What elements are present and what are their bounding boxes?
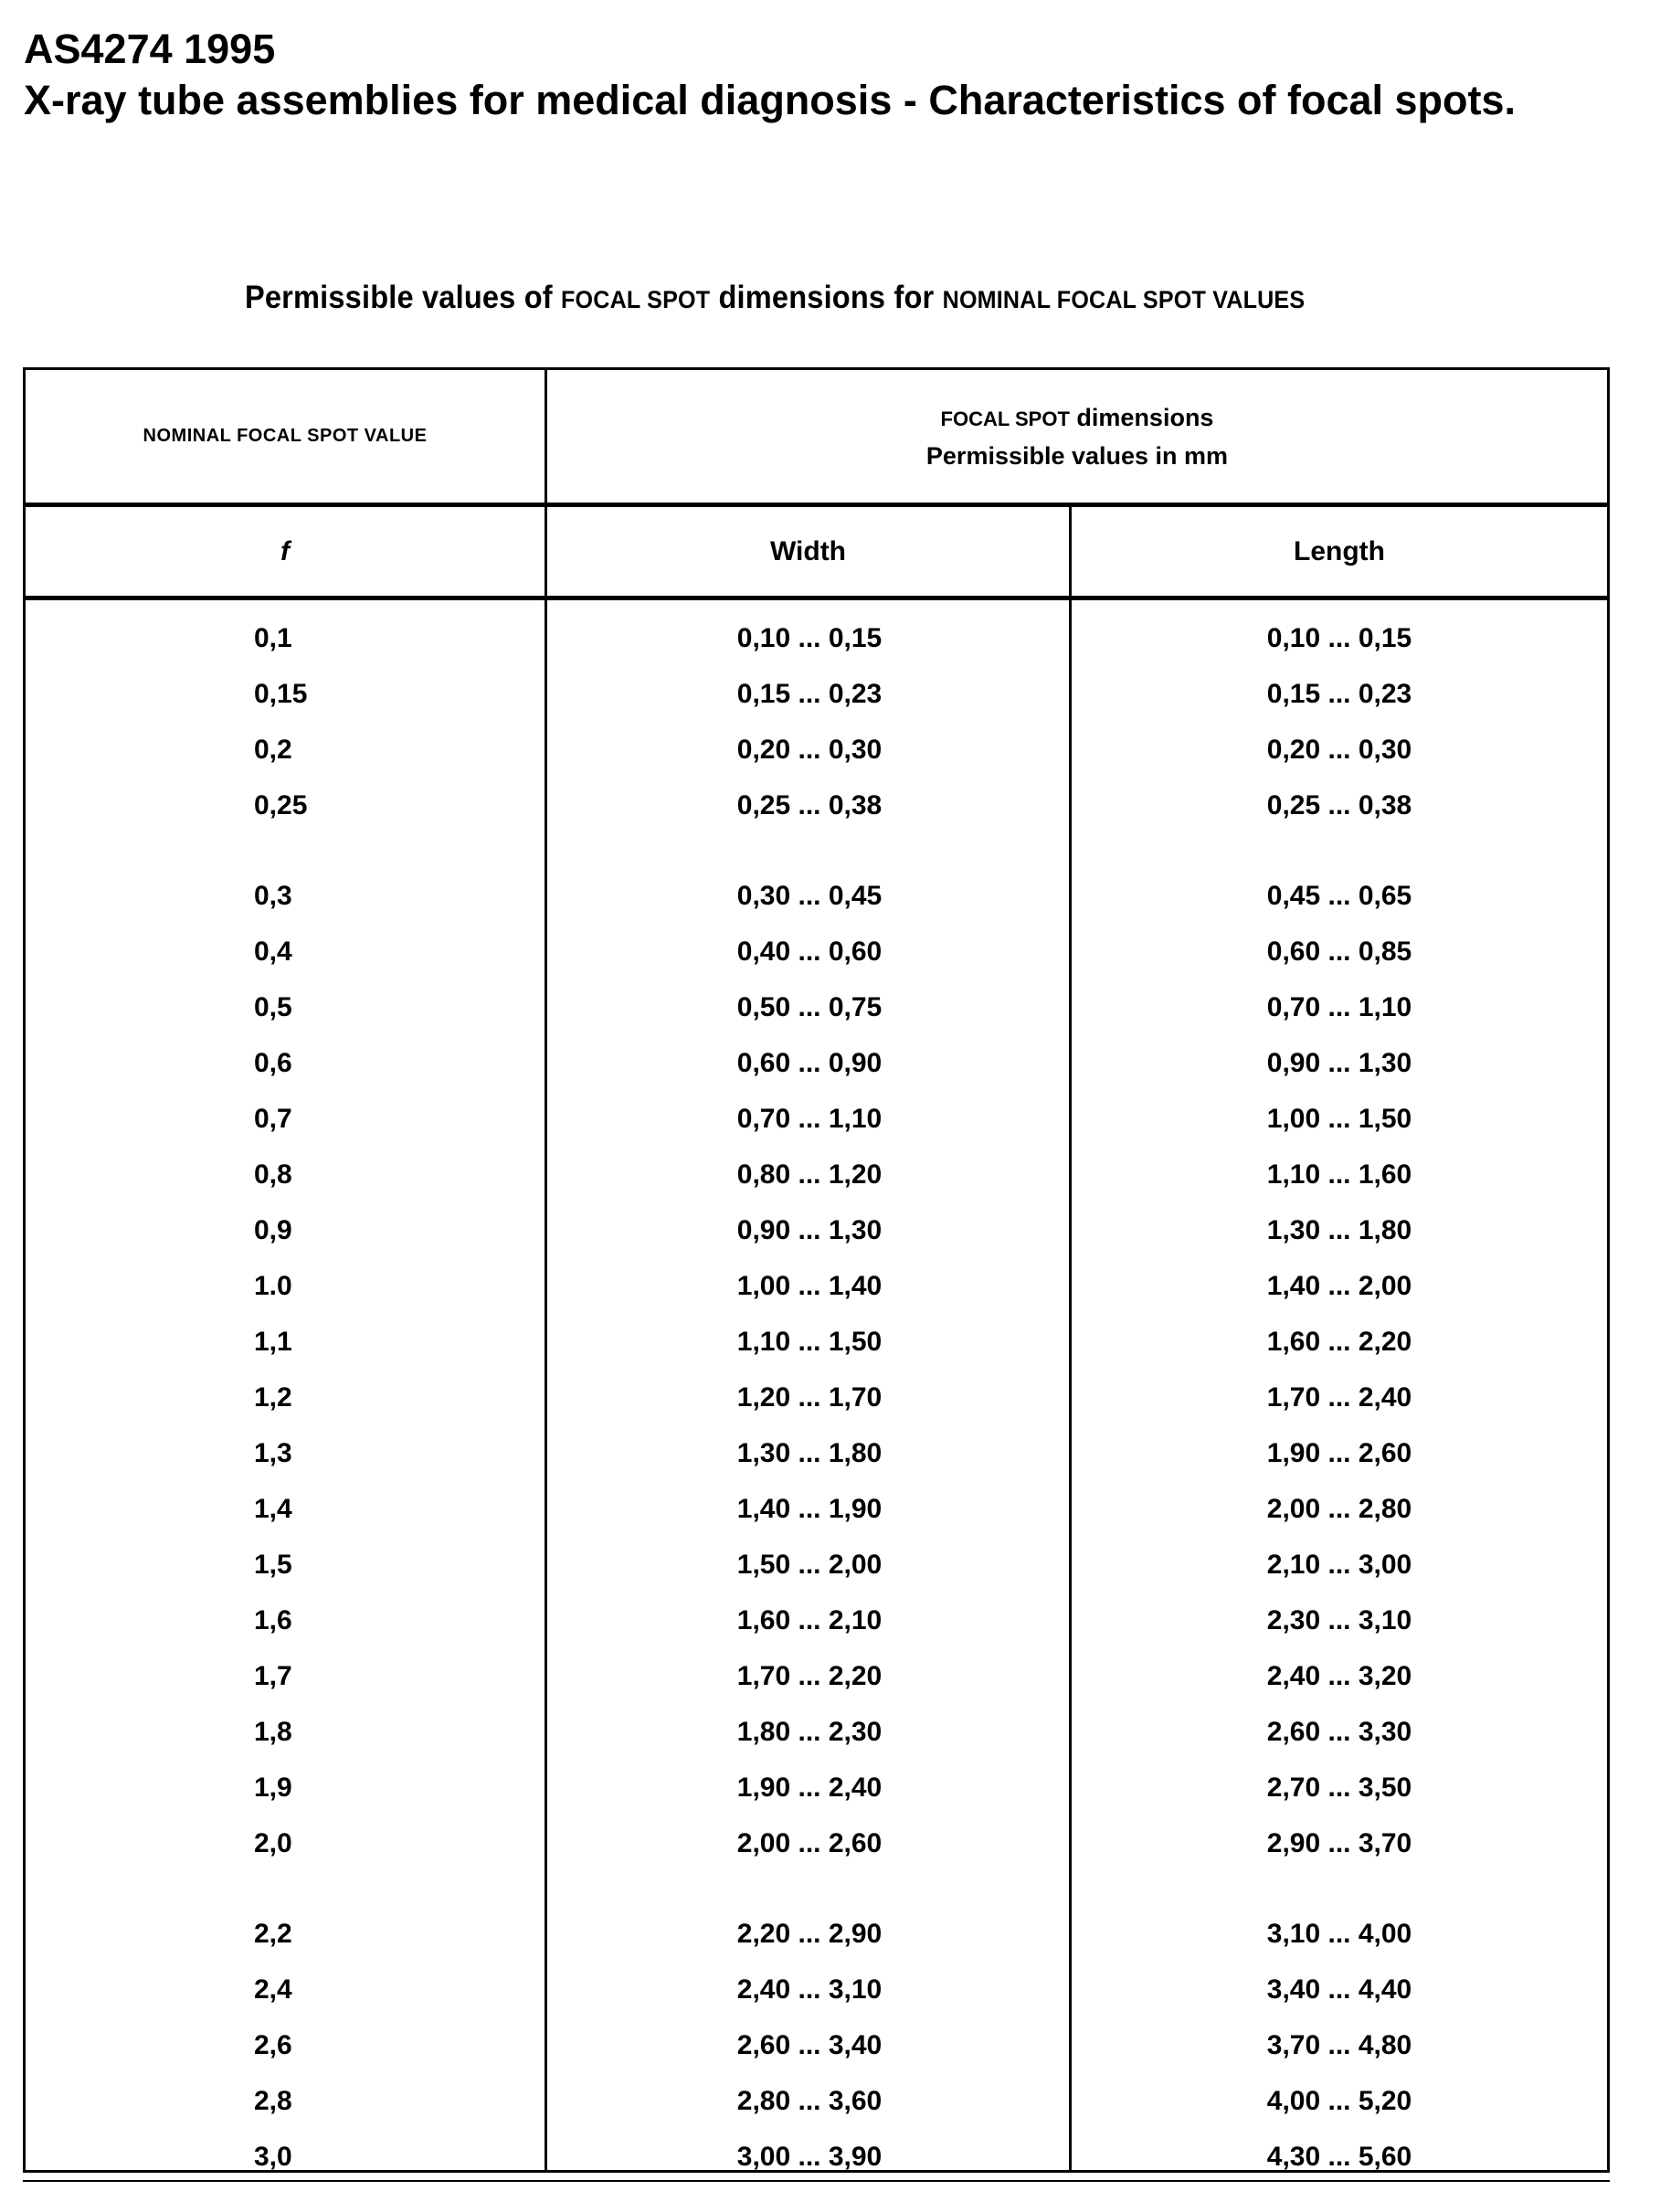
header-symbol-f: f — [280, 535, 290, 566]
nominal-value-cell: 0,4 — [254, 937, 292, 967]
length-range-cell: 1,10 ... 1,60 — [1266, 1159, 1412, 1190]
width-range-cell: 1,10 ... 1,50 — [736, 1327, 883, 1357]
nominal-value-cell: 2,2 — [254, 1919, 292, 1949]
nominal-value-cell: 1,1 — [254, 1327, 292, 1357]
header-width: Width — [769, 535, 847, 566]
table-row — [26, 1035, 1607, 1091]
width-range-cell: 1,50 ... 2,00 — [736, 1550, 883, 1580]
table-row — [26, 1593, 1607, 1648]
width-range-cell: 2,00 ... 2,60 — [736, 1828, 883, 1858]
length-range-cell: 0,25 ... 0,38 — [1266, 790, 1412, 820]
length-range-cell: 4,30 ... 5,60 — [1266, 2142, 1412, 2172]
header-focal-spot-dimensions — [547, 370, 1607, 503]
table-row — [26, 1425, 1607, 1481]
nominal-value-cell: 1,7 — [254, 1661, 292, 1691]
length-range-cell: 0,15 ... 0,23 — [1266, 679, 1412, 709]
width-range-cell: 0,15 ... 0,23 — [736, 679, 883, 709]
table-row — [26, 722, 1607, 778]
nominal-value-cell: 0,1 — [254, 623, 292, 653]
table-row — [26, 1202, 1607, 1258]
length-range-cell: 1,40 ... 2,00 — [1266, 1271, 1412, 1301]
length-range-cell: 3,70 ... 4,80 — [1266, 2030, 1412, 2060]
table-row — [26, 2017, 1607, 2073]
nominal-value-cell: 1,3 — [254, 1438, 292, 1468]
width-range-cell: 0,80 ... 1,20 — [736, 1159, 883, 1190]
nominal-value-cell: 1,9 — [254, 1773, 292, 1803]
length-range-cell: 3,10 ... 4,00 — [1266, 1919, 1412, 1949]
length-range-cell: 1,90 ... 2,60 — [1266, 1438, 1412, 1468]
width-range-cell: 0,90 ... 1,30 — [736, 1215, 883, 1245]
header-nominal-focal-spot-value: NOMINAL FOCAL SPOT VALUE — [143, 426, 428, 446]
nominal-value-cell: 2,4 — [254, 1974, 292, 2005]
table-row — [26, 1962, 1607, 2017]
table-row — [26, 1147, 1607, 1202]
standard-title: X-ray tube assemblies for medical diagnosis - Characteristics of focal spots. — [24, 77, 1517, 123]
caption-smallcaps-2: NOMINAL FOCAL SPOT VALUES — [942, 286, 1306, 313]
nominal-value-cell: 1,6 — [254, 1605, 292, 1635]
table-row — [26, 1481, 1607, 1537]
nominal-value-cell: 2,6 — [254, 2030, 292, 2060]
width-range-cell: 1,90 ... 2,40 — [736, 1773, 883, 1803]
length-range-cell: 2,90 ... 3,70 — [1266, 1828, 1412, 1858]
length-range-cell: 3,40 ... 4,40 — [1266, 1974, 1412, 2005]
length-range-cell: 1,30 ... 1,80 — [1266, 1215, 1412, 1245]
length-range-cell: 2,10 ... 3,00 — [1266, 1550, 1412, 1580]
document-title — [24, 24, 1577, 126]
nominal-value-cell: 2,0 — [254, 1828, 292, 1858]
length-range-cell: 2,40 ... 3,20 — [1266, 1661, 1412, 1691]
width-range-cell: 1,40 ... 1,90 — [736, 1494, 883, 1524]
table-row — [26, 1704, 1607, 1760]
length-range-cell: 1,00 ... 1,50 — [1266, 1104, 1412, 1134]
width-range-cell: 0,25 ... 0,38 — [736, 790, 883, 820]
length-range-cell: 0,70 ... 1,10 — [1266, 992, 1412, 1022]
length-range-cell: 2,30 ... 3,10 — [1266, 1605, 1412, 1635]
standard-number: AS4274 1995 — [24, 26, 276, 72]
length-range-cell: 0,60 ... 0,85 — [1266, 937, 1412, 967]
width-range-cell: 3,00 ... 3,90 — [736, 2142, 883, 2172]
width-range-cell: 0,30 ... 0,45 — [736, 881, 883, 911]
caption-smallcaps-1: FOCAL SPOT — [561, 286, 711, 313]
length-range-cell: 2,60 ... 3,30 — [1266, 1717, 1412, 1747]
length-range-cell: 0,10 ... 0,15 — [1266, 623, 1412, 653]
table-row — [26, 2129, 1607, 2185]
header-dims-line1 — [941, 399, 1214, 438]
nominal-value-cell: 0,5 — [254, 992, 292, 1022]
nominal-value-cell: 3,0 — [254, 2142, 292, 2172]
table-row — [26, 1258, 1607, 1314]
width-range-cell: 1,30 ... 1,80 — [736, 1438, 883, 1468]
width-range-cell: 0,60 ... 0,90 — [736, 1048, 883, 1078]
nominal-value-cell: 1,8 — [254, 1717, 292, 1747]
length-range-cell: 0,45 ... 0,65 — [1266, 881, 1412, 911]
table-row — [26, 1815, 1607, 1871]
width-range-cell: 0,70 ... 1,10 — [736, 1104, 883, 1134]
width-range-cell: 0,10 ... 0,15 — [736, 623, 883, 653]
nominal-value-cell: 1.0 — [254, 1271, 292, 1301]
table-caption — [245, 280, 1305, 316]
nominal-value-cell: 0,7 — [254, 1104, 292, 1134]
table-row — [26, 778, 1607, 833]
nominal-value-cell: 0,3 — [254, 881, 292, 911]
footer-rule — [23, 2180, 1610, 2182]
length-range-cell: 4,00 ... 5,20 — [1266, 2086, 1412, 2116]
subheader-divider — [26, 596, 1607, 600]
table-row — [26, 610, 1607, 666]
width-range-cell: 2,60 ... 3,40 — [736, 2030, 883, 2060]
width-range-cell: 1,80 ... 2,30 — [736, 1717, 883, 1747]
nominal-value-cell: 2,8 — [254, 2086, 292, 2116]
table-row — [26, 1760, 1607, 1815]
nominal-value-cell: 0,9 — [254, 1215, 292, 1245]
focal-spot-table — [23, 367, 1610, 2173]
table-row — [26, 979, 1607, 1035]
table-row — [26, 868, 1607, 924]
nominal-value-cell: 0,15 — [254, 679, 308, 709]
width-range-cell: 1,00 ... 1,40 — [736, 1271, 883, 1301]
length-range-cell: 2,70 ... 3,50 — [1266, 1773, 1412, 1803]
header-dims-line2: Permissible values in mm — [925, 441, 1229, 470]
table-row — [26, 1370, 1607, 1425]
nominal-value-cell: 0,8 — [254, 1159, 292, 1190]
nominal-value-cell: 0,6 — [254, 1048, 292, 1078]
nominal-value-cell: 0,2 — [254, 735, 292, 765]
nominal-value-cell: 0,25 — [254, 790, 308, 820]
table-row — [26, 1091, 1607, 1147]
width-range-cell: 1,60 ... 2,10 — [736, 1605, 883, 1635]
header-length: Length — [1294, 535, 1385, 566]
width-range-cell: 1,70 ... 2,20 — [736, 1661, 883, 1691]
caption-part1: Permissible values of — [245, 280, 562, 315]
length-range-cell: 1,70 ... 2,40 — [1266, 1382, 1412, 1413]
caption-part2: dimensions for — [710, 280, 943, 315]
length-range-cell: 1,60 ... 2,20 — [1266, 1327, 1412, 1357]
table-row — [26, 666, 1607, 722]
width-range-cell: 2,40 ... 3,10 — [736, 1974, 883, 2005]
width-range-cell: 1,20 ... 1,70 — [736, 1382, 883, 1413]
table-row — [26, 1314, 1607, 1370]
table-row — [26, 1906, 1607, 1962]
header-dims-smallcaps: FOCAL SPOT — [940, 407, 1070, 430]
nominal-value-cell: 1,4 — [254, 1494, 292, 1524]
nominal-value-cell: 1,2 — [254, 1382, 292, 1413]
length-range-cell: 0,90 ... 1,30 — [1266, 1048, 1412, 1078]
length-range-cell: 0,20 ... 0,30 — [1266, 735, 1412, 765]
table-row — [26, 2073, 1607, 2129]
width-range-cell: 0,50 ... 0,75 — [736, 992, 883, 1022]
table-row — [26, 1648, 1607, 1704]
nominal-value-cell: 1,5 — [254, 1550, 292, 1580]
width-range-cell: 0,40 ... 0,60 — [736, 937, 883, 967]
length-range-cell: 2,00 ... 2,80 — [1266, 1494, 1412, 1524]
table-row — [26, 1537, 1607, 1593]
width-range-cell: 0,20 ... 0,30 — [736, 735, 883, 765]
header-dims-rest: dimensions — [1069, 403, 1214, 431]
width-range-cell: 2,80 ... 3,60 — [736, 2086, 883, 2116]
width-range-cell: 2,20 ... 2,90 — [736, 1919, 883, 1949]
table-row — [26, 924, 1607, 979]
